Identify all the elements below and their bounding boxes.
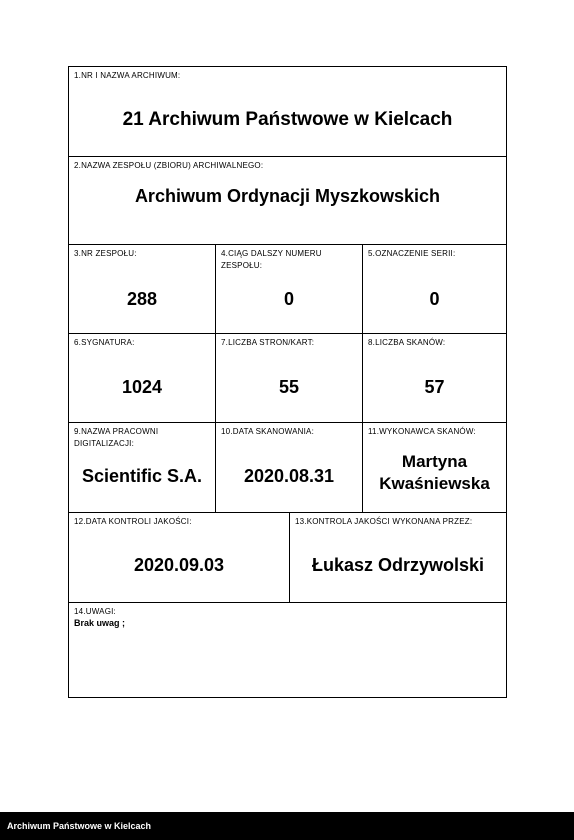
fonds-value: Archiwum Ordynacji Myszkowskich [134,186,441,206]
signature-cell [69,334,215,422]
scanner-value-first-name: Martyna [401,452,468,471]
series-value: 0 [429,289,440,309]
notes-label: 14.UWAGI: [74,607,116,616]
scan-date-label: 10.DATA SKANOWANIA: [221,427,315,436]
signature-label: 6.SYGNATURA: [74,338,135,347]
scanner-cell [362,423,506,512]
signature-value: 1024 [121,377,163,397]
lab-label: 9.NAZWA PRACOWNI DIGITALIZACJI: [74,427,159,448]
notes-value: Brak uwag ; [74,618,126,628]
archive-label: 1.NR I NAZWA ARCHIWUM: [74,71,181,80]
footer-archive-name: Archiwum Państwowe w Kielcach [7,821,152,831]
scans-label: 8.LICZBA SKANÓW: [368,338,446,347]
quality-control-row [69,513,506,603]
lab-value: Scientific S.A. [81,466,203,486]
scan-date-value: 2020.08.31 [243,466,335,486]
lab-cell [69,423,215,512]
pages-label: 7.LICZBA STRON/KART: [221,338,315,347]
fonds-label: 2.NAZWA ZESPOŁU (ZBIORU) ARCHIWALNEGO: [74,161,264,170]
qc-by-value: Łukasz Odrzywolski [311,555,485,575]
digitization-row [69,423,506,513]
scanner-value-last-name: Kwaśniewska [379,474,490,493]
scans-value: 57 [424,377,445,397]
qc-date-value: 2020.09.03 [133,555,225,575]
qc-by-label: 13.KONTROLA JAKOŚCI WYKONANA PRZEZ: [295,517,473,526]
archive-value: 21 Archiwum Państwowe w Kielcach [122,109,453,130]
archive-row [69,67,506,157]
footer-bar [0,812,574,840]
continuation-label: 4.CIĄG DALSZY NUMERU ZESPOŁU: [221,249,322,270]
series-cell [362,245,506,333]
archive-metadata-form [68,66,507,698]
scan-date-cell [215,423,362,512]
notes-row [69,603,506,697]
scans-cell [362,334,506,422]
signature-row [69,334,506,423]
qc-date-cell [69,513,289,602]
fonds-number-cell [69,245,215,333]
continuation-value: 0 [283,289,294,309]
fonds-number-row [69,245,506,334]
fonds-number-value: 288 [126,289,158,309]
fonds-row [69,157,506,245]
qc-by-cell [289,513,506,602]
pages-value: 55 [278,377,300,397]
pages-cell [215,334,362,422]
fonds-number-label: 3.NR ZESPOŁU: [74,249,137,258]
qc-date-label: 12.DATA KONTROLI JAKOŚCI: [74,517,192,526]
continuation-cell [215,245,362,333]
series-label: 5.OZNACZENIE SERII: [368,249,456,258]
scanner-label: 11.WYKONAWCA SKANÓW: [368,427,476,436]
